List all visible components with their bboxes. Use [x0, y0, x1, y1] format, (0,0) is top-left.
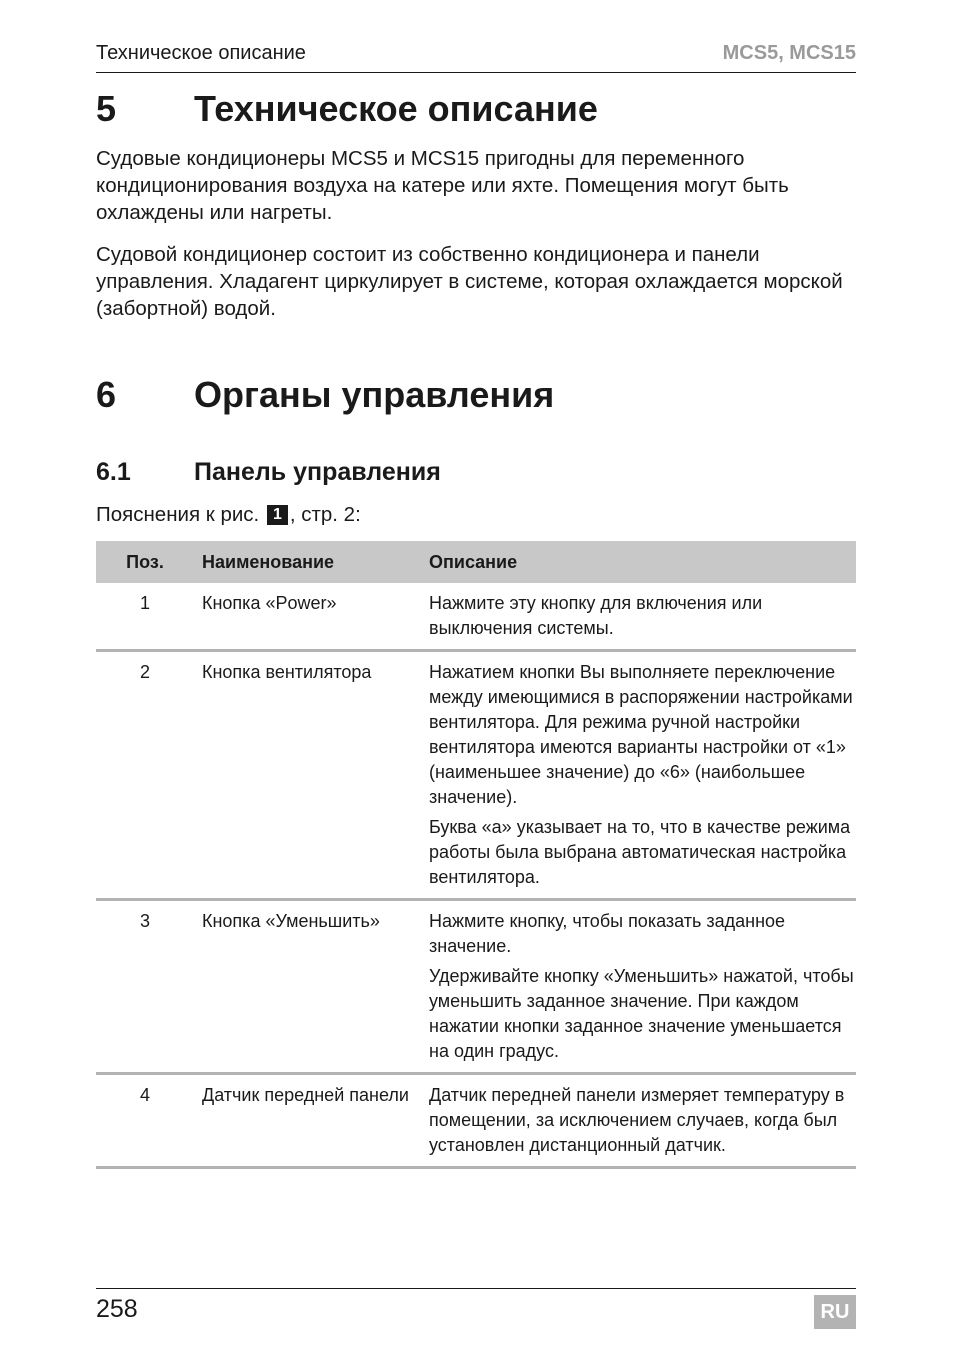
control-panel-table	[96, 541, 856, 1169]
column-header-name: Наименование	[194, 541, 429, 583]
figure-number-badge: 1	[267, 505, 288, 525]
row-position: 3	[96, 900, 194, 1074]
figure-reference-text: Пояснения к рис.	[96, 503, 260, 526]
figure-reference-page: , стр. 2:	[289, 503, 361, 526]
row-position: 2	[96, 651, 194, 900]
table-header-row	[96, 541, 856, 583]
section-6-1-title: Панель управления	[194, 458, 441, 486]
row-description	[429, 1074, 856, 1168]
section-5-paragraph-2: Судовой кондиционер состоит из собственно кондиционера и панели управления. Хладагент циркулирует в системе, которая охлаждается морской (забортной) водой.	[96, 243, 843, 320]
row-description	[429, 583, 856, 651]
figure-reference-line	[96, 503, 361, 527]
row-name: Датчик передней панели	[194, 1074, 429, 1168]
description-paragraph: Нажмите кнопку, чтобы показать заданное значение.	[429, 911, 786, 956]
row-name: Кнопка «Уменьшить»	[194, 900, 429, 1074]
section-6-title: Органы управления	[194, 374, 555, 415]
description-paragraph: Датчик передней панели измеряет температуру в помещении, за исключением случаев, когда был установлен дистанционный датчик.	[429, 1085, 845, 1155]
section-5-number: 5	[96, 88, 117, 129]
description-paragraph: Нажмите эту кнопку для включения или выключения системы.	[429, 593, 763, 638]
table-row	[96, 583, 856, 651]
section-5-paragraph-1: Судовые кондиционеры MCS5 и MCS15 пригодны для переменного кондиционирования воздуха на катере или яхте. Помещения могут быть охлаждены или нагреты.	[96, 147, 789, 224]
description-paragraph: Буква «a» указывает на то, что в качестве режима работы была выбрана автоматическая настройка вентилятора.	[429, 817, 851, 887]
row-position: 1	[96, 583, 194, 651]
row-position: 4	[96, 1074, 194, 1168]
header-section-title: Техническое описание	[96, 42, 306, 64]
section-6-number: 6	[96, 374, 117, 415]
row-name: Кнопка «Power»	[194, 583, 429, 651]
row-description	[429, 651, 856, 900]
header-product-name: MCS5, MCS15	[722, 42, 856, 64]
table-row	[96, 1074, 856, 1168]
table-row	[96, 651, 856, 900]
column-header-pos: Поз.	[96, 541, 194, 583]
running-header	[96, 40, 856, 73]
description-paragraph: Нажатием кнопки Вы выполняете переключение между имеющимися в распоряжении настройками вентилятора. Для режима ручной настройки вентилятора имеются варианты настройки от «1» (наименьшее значение) до «6» (наибольшее значение).	[429, 662, 853, 807]
section-5-title: Техническое описание	[194, 88, 598, 129]
description-paragraph: Удерживайте кнопку «Уменьшить» нажатой, чтобы уменьшить заданное значение. При каждом нажатии кнопки заданное значение уменьшается на один градус.	[429, 966, 854, 1061]
table-row	[96, 900, 856, 1074]
page-footer	[96, 1288, 856, 1323]
row-name: Кнопка вентилятора	[194, 651, 429, 900]
row-description	[429, 900, 856, 1074]
section-6-1-number: 6.1	[96, 458, 131, 486]
page-number: 258	[96, 1295, 138, 1323]
column-header-description: Описание	[429, 541, 856, 583]
language-badge: RU	[814, 1295, 856, 1329]
